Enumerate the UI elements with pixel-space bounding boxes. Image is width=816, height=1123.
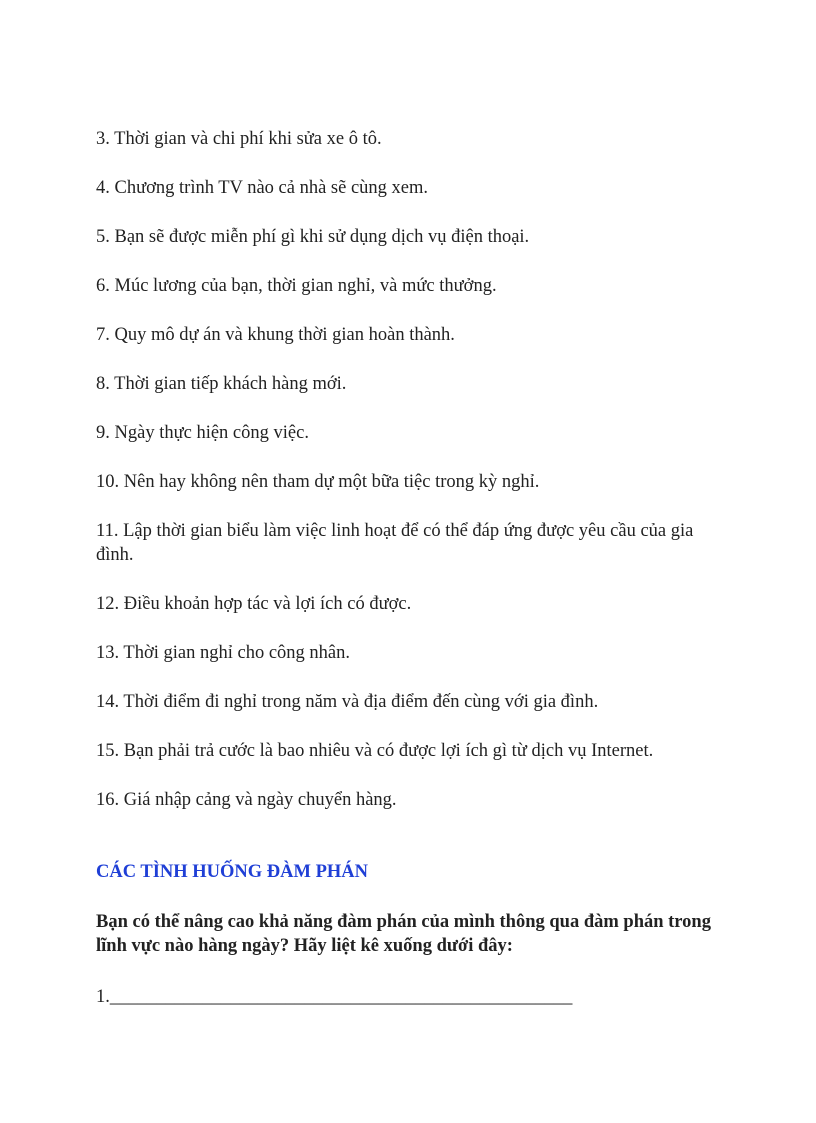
list-item: 8. Thời gian tiếp khách hàng mới.	[96, 374, 347, 394]
list-item: 6. Múc lương của bạn, thời gian nghỉ, và mức thưởng.	[96, 276, 497, 296]
list-item: 7. Quy mô dự án và khung thời gian hoàn thành.	[96, 325, 455, 345]
document-body	[96, 127, 726, 837]
item-list	[96, 127, 726, 812]
section-prompt: Bạn có thể nâng cao khả năng đàm phán của mình thông qua đàm phán trong lĩnh vực nào hàng ngày? Hãy liệt kê xuống dưới đây:	[96, 912, 711, 956]
list-item: 4. Chương trình TV nào cả nhà sẽ cùng xem.	[96, 178, 429, 198]
answer-line[interactable]: 1.__________________________________________________	[96, 987, 573, 1007]
list-item: 13. Thời gian nghỉ cho công nhân.	[96, 643, 351, 663]
list-item: 16. Giá nhập cảng và ngày chuyển hàng.	[96, 790, 397, 810]
section-heading: CÁC TÌNH HUỐNG ĐÀM PHÁN	[96, 862, 369, 882]
list-item: 15. Bạn phải trả cước là bao nhiêu và có được lợi ích gì từ dịch vụ Internet.	[96, 741, 654, 761]
list-item: 3. Thời gian và chi phí khi sửa xe ô tô.	[96, 129, 382, 149]
list-item: 12. Điều khoản hợp tác và lợi ích có được.	[96, 594, 412, 614]
list-item: 9. Ngày thực hiện công việc.	[96, 423, 309, 443]
list-item: 11. Lập thời gian biểu làm việc linh hoạt để có thể đáp ứng được yêu cầu của gia đình.	[96, 521, 694, 565]
list-item: 10. Nên hay không nên tham dự một bữa tiệc trong kỳ nghỉ.	[96, 472, 540, 492]
list-item: 5. Bạn sẽ được miễn phí gì khi sử dụng dịch vụ điện thoại.	[96, 227, 530, 247]
list-item: 14. Thời điểm đi nghỉ trong năm và địa điểm đến cùng với gia đình.	[96, 692, 599, 712]
